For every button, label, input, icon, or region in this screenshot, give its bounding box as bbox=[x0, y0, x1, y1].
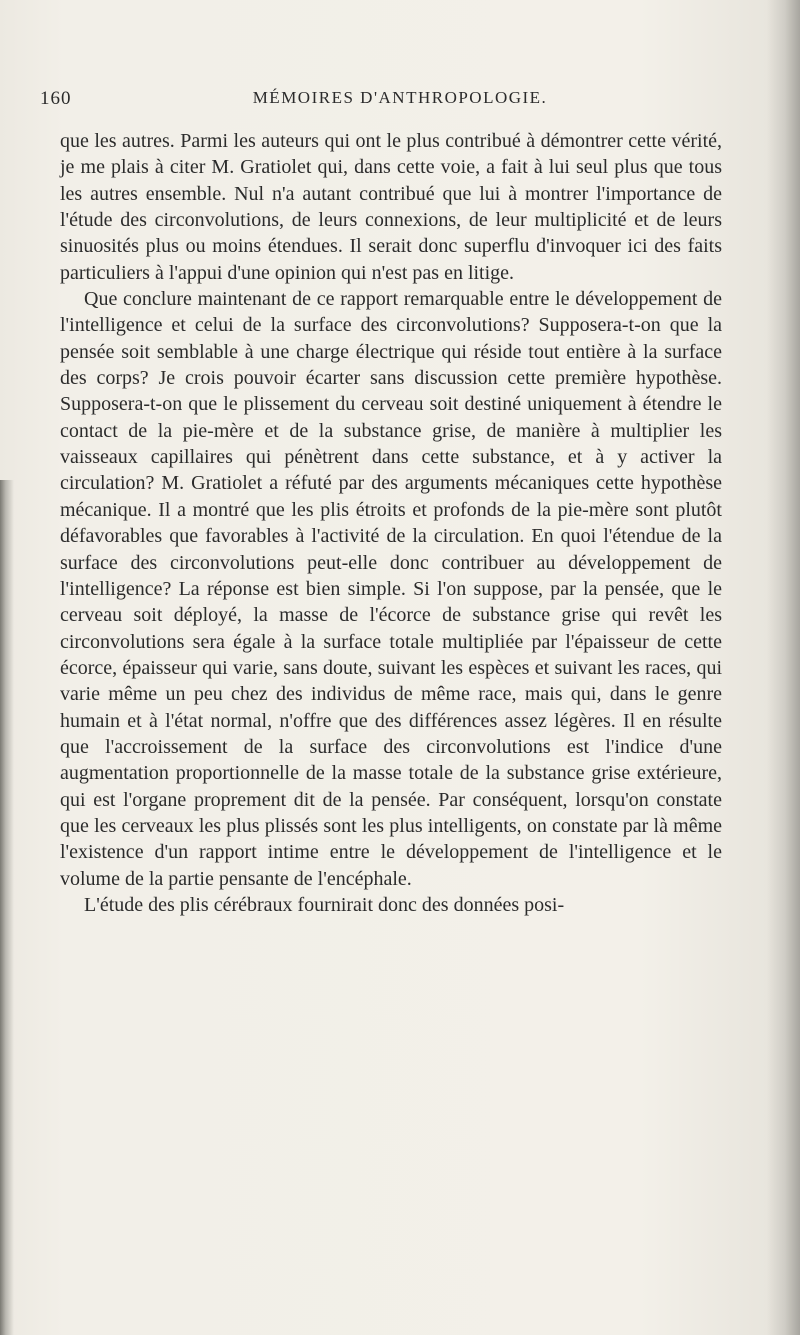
paragraph-study-of-folds: L'étude des plis cérébraux fournirait donc des données posi- bbox=[84, 893, 565, 916]
page-number: 160 bbox=[40, 88, 72, 109]
running-title: MÉMOIRES D'ANTHROPOLOGIE. bbox=[252, 88, 548, 107]
page-binding-shadow bbox=[0, 480, 14, 1335]
page-edge-shadow bbox=[766, 0, 800, 1335]
body-text bbox=[60, 128, 722, 918]
page-header bbox=[40, 88, 760, 114]
paragraph-conclusion: Que conclure maintenant de ce rapport remarquable entre le développement de l'intelligence et celui de la surface des circonvolutions? Supposera-t-on que la pensée soit semblable à une charge électrique qui réside tout entière à la surface des corps? Je crois pouvoir écarter sans discussion cette première hypothèse. Supposera-t-on que le plissement du cerveau soit destiné uniquement à étendre le contact de la pie-mère et de la substance grise, de manière à multiplier les vaisseaux capillaires qui pénètrent dans cette substance, et à y activer la circulation? M. Gratiolet a réfuté par des arguments mécaniques cette hypothèse mécanique. Il a montré que les plis étroits et profonds de la pie-mère sont plutôt défavorables que favorables à l'activité de la circulation. En quoi l'étendue de la surface des circonvolutions peut-elle donc contribuer au développement de l'intelligence? La réponse est bien simple. Si l'on suppose, par la pensée, que le cerveau soit déployé, la masse de l'écorce de substance grise qui revêt les circonvolutions sera égale à la surface totale multipliée par l'épaisseur de cette écorce, épaisseur qui varie, sans doute, suivant les espèces et suivant les races, qui varie même un peu chez des individus de même race, mais qui, dans le genre humain et à l'état normal, n'offre que des différences assez légères. Il en résulte que l'accroissement de la surface des circonvolutions est l'indice d'une augmentation proportionnelle de la masse totale de la substance grise extérieure, qui est l'organe proprement dit de la pensée. Par conséquent, lorsqu'on constate que les cerveaux les plus plissés sont les plus intelligents, on constate par là même l'existence d'un rapport intime entre le développement de l'intelligence et le volume de la partie pensante de l'encéphale. bbox=[60, 288, 722, 890]
paragraph-continuation: que les autres. Parmi les auteurs qui ont le plus contribué à démontrer cette vérité, je me plais à citer M. Gratiolet qui, dans cette voie, a fait à lui seul plus que tous les autres ensemble. Nul n'a autant contribué que lui à montrer l'importance de l'étude des circonvolutions, de leurs connexions, de leur multiplicité et de leurs sinuosités plus ou moins étendues. Il serait donc superflu d'invoquer ici des faits particuliers à l'appui d'une opinion qui n'est pas en litige. bbox=[60, 130, 722, 284]
